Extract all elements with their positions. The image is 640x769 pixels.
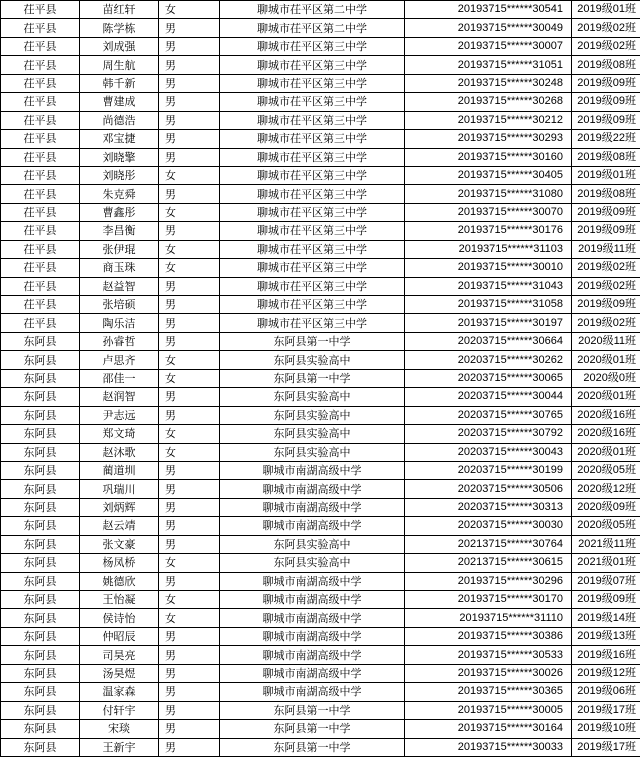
- table-row: [1, 74, 640, 92]
- name-cell: 曹建成: [80, 93, 159, 111]
- class-cell: 2020级0班: [572, 369, 640, 387]
- table-row: [1, 406, 640, 424]
- name-cell: 张文豪: [80, 535, 159, 553]
- school-cell: 聊城市茌平区第二中学: [220, 19, 405, 37]
- school-cell: 聊城市茌平区第三中学: [220, 166, 405, 184]
- name-cell: 侯诗怡: [80, 609, 159, 627]
- gender-cell: 男: [159, 56, 220, 74]
- table-row: [1, 683, 640, 701]
- table-row: [1, 185, 640, 203]
- gender-cell: 男: [159, 111, 220, 129]
- gender-cell: 男: [159, 148, 220, 166]
- gender-cell: 女: [159, 609, 220, 627]
- name-cell: 韩千新: [80, 74, 159, 92]
- gender-cell: 男: [159, 296, 220, 314]
- county-cell: 茌平县: [1, 203, 80, 221]
- class-cell: 2021级01班: [572, 554, 640, 572]
- table-row: [1, 461, 640, 479]
- gender-cell: 男: [159, 572, 220, 590]
- exam-number-cell: 20193715******30026: [405, 664, 572, 682]
- school-cell: 聊城市南湖高级中学: [220, 517, 405, 535]
- county-cell: 东阿县: [1, 572, 80, 590]
- gender-cell: 男: [159, 277, 220, 295]
- name-cell: 杨凤桥: [80, 554, 159, 572]
- gender-cell: 男: [159, 19, 220, 37]
- exam-number-cell: 20193715******30405: [405, 166, 572, 184]
- school-cell: 东阿县第一中学: [220, 369, 405, 387]
- county-cell: 茌平县: [1, 111, 80, 129]
- county-cell: 东阿县: [1, 517, 80, 535]
- gender-cell: 男: [159, 314, 220, 332]
- class-cell: 2019级08班: [572, 148, 640, 166]
- class-cell: 2019级09班: [572, 93, 640, 111]
- gender-cell: 女: [159, 369, 220, 387]
- exam-number-cell: 20193715******30160: [405, 148, 572, 166]
- county-cell: 茌平县: [1, 148, 80, 166]
- name-cell: 刘成强: [80, 37, 159, 55]
- school-cell: 聊城市茌平区第三中学: [220, 203, 405, 221]
- county-cell: 东阿县: [1, 332, 80, 350]
- name-cell: 曹鑫彤: [80, 203, 159, 221]
- gender-cell: 男: [159, 517, 220, 535]
- exam-number-cell: 20193715******31110: [405, 609, 572, 627]
- school-cell: 东阿县实验高中: [220, 554, 405, 572]
- school-cell: 东阿县第一中学: [220, 738, 405, 756]
- exam-number-cell: 20193715******30005: [405, 701, 572, 719]
- class-cell: 2019级02班: [572, 277, 640, 295]
- exam-number-cell: 20193715******30007: [405, 37, 572, 55]
- gender-cell: 女: [159, 166, 220, 184]
- school-cell: 聊城市南湖高级中学: [220, 498, 405, 516]
- class-cell: 2020级01班: [572, 388, 640, 406]
- table-row: [1, 56, 640, 74]
- gender-cell: 男: [159, 93, 220, 111]
- gender-cell: 男: [159, 738, 220, 756]
- table-row: [1, 720, 640, 738]
- name-cell: 司昊亮: [80, 646, 159, 664]
- class-cell: 2019级09班: [572, 203, 640, 221]
- table-row: [1, 646, 640, 664]
- school-cell: 聊城市南湖高级中学: [220, 572, 405, 590]
- class-cell: 2019级10班: [572, 720, 640, 738]
- table-row: [1, 259, 640, 277]
- name-cell: 周生航: [80, 56, 159, 74]
- table-row: [1, 351, 640, 369]
- school-cell: 东阿县实验高中: [220, 388, 405, 406]
- county-cell: 东阿县: [1, 425, 80, 443]
- exam-number-cell: 20203715******30043: [405, 443, 572, 461]
- name-cell: 汤昊煜: [80, 664, 159, 682]
- class-cell: 2019级14班: [572, 609, 640, 627]
- county-cell: 东阿县: [1, 627, 80, 645]
- table-row: [1, 1, 640, 19]
- name-cell: 赵润智: [80, 388, 159, 406]
- name-cell: 张伊琨: [80, 240, 159, 258]
- gender-cell: 男: [159, 701, 220, 719]
- school-cell: 东阿县实验高中: [220, 535, 405, 553]
- table-row: [1, 240, 640, 258]
- exam-number-cell: 20193715******30541: [405, 1, 572, 19]
- county-cell: 东阿县: [1, 461, 80, 479]
- school-cell: 聊城市南湖高级中学: [220, 664, 405, 682]
- name-cell: 陈学栋: [80, 19, 159, 37]
- county-cell: 东阿县: [1, 720, 80, 738]
- class-cell: 2019级16班: [572, 646, 640, 664]
- name-cell: 尹志远: [80, 406, 159, 424]
- name-cell: 姚德欣: [80, 572, 159, 590]
- exam-number-cell: 20203715******30044: [405, 388, 572, 406]
- exam-number-cell: 20193715******30033: [405, 738, 572, 756]
- name-cell: 尚德浩: [80, 111, 159, 129]
- table-row: [1, 572, 640, 590]
- county-cell: 东阿县: [1, 480, 80, 498]
- name-cell: 赵云靖: [80, 517, 159, 535]
- county-cell: 东阿县: [1, 554, 80, 572]
- name-cell: 卢思齐: [80, 351, 159, 369]
- county-cell: 茌平县: [1, 74, 80, 92]
- gender-cell: 女: [159, 1, 220, 19]
- class-cell: 2019级09班: [572, 222, 640, 240]
- exam-number-cell: 20203715******30065: [405, 369, 572, 387]
- name-cell: 赵沐歌: [80, 443, 159, 461]
- school-cell: 聊城市茌平区第三中学: [220, 111, 405, 129]
- name-cell: 温家森: [80, 683, 159, 701]
- class-cell: 2019级12班: [572, 664, 640, 682]
- table-row: [1, 591, 640, 609]
- class-cell: 2019级08班: [572, 56, 640, 74]
- school-cell: 聊城市茌平区第三中学: [220, 130, 405, 148]
- county-cell: 茌平县: [1, 1, 80, 19]
- name-cell: 刘晓彤: [80, 166, 159, 184]
- gender-cell: 男: [159, 535, 220, 553]
- table-row: [1, 93, 640, 111]
- table-row: [1, 203, 640, 221]
- class-cell: 2019级08班: [572, 185, 640, 203]
- exam-number-cell: 20203715******30262: [405, 351, 572, 369]
- name-cell: 邵佳一: [80, 369, 159, 387]
- gender-cell: 男: [159, 185, 220, 203]
- school-cell: 聊城市茌平区第三中学: [220, 37, 405, 55]
- exam-number-cell: 20193715******30533: [405, 646, 572, 664]
- table-row: [1, 111, 640, 129]
- table-row: [1, 517, 640, 535]
- school-cell: 聊城市南湖高级中学: [220, 646, 405, 664]
- school-cell: 聊城市茌平区第三中学: [220, 185, 405, 203]
- table-row: [1, 664, 640, 682]
- table-row: [1, 425, 640, 443]
- class-cell: 2019级11班: [572, 240, 640, 258]
- school-cell: 东阿县实验高中: [220, 406, 405, 424]
- class-cell: 2019级09班: [572, 111, 640, 129]
- table-row: [1, 332, 640, 350]
- table-row: [1, 37, 640, 55]
- county-cell: 东阿县: [1, 683, 80, 701]
- exam-number-cell: 20193715******31051: [405, 56, 572, 74]
- exam-number-cell: 20213715******30764: [405, 535, 572, 553]
- exam-number-cell: 20193715******30268: [405, 93, 572, 111]
- gender-cell: 男: [159, 627, 220, 645]
- class-cell: 2020级12班: [572, 480, 640, 498]
- name-cell: 赵益智: [80, 277, 159, 295]
- county-cell: 东阿县: [1, 406, 80, 424]
- class-cell: 2019级02班: [572, 259, 640, 277]
- school-cell: 聊城市茌平区第三中学: [220, 240, 405, 258]
- exam-number-cell: 20203715******30664: [405, 332, 572, 350]
- gender-cell: 男: [159, 720, 220, 738]
- table-row: [1, 535, 640, 553]
- gender-cell: 男: [159, 498, 220, 516]
- county-cell: 茌平县: [1, 93, 80, 111]
- name-cell: 孙睿哲: [80, 332, 159, 350]
- county-cell: 茌平县: [1, 130, 80, 148]
- exam-number-cell: 20203715******30506: [405, 480, 572, 498]
- gender-cell: 男: [159, 406, 220, 424]
- county-cell: 东阿县: [1, 351, 80, 369]
- name-cell: 李昌衡: [80, 222, 159, 240]
- name-cell: 刘炳辉: [80, 498, 159, 516]
- class-cell: 2020级16班: [572, 406, 640, 424]
- exam-number-cell: 20193715******30197: [405, 314, 572, 332]
- name-cell: 蔺道圳: [80, 461, 159, 479]
- county-cell: 东阿县: [1, 664, 80, 682]
- name-cell: 宋琰: [80, 720, 159, 738]
- class-cell: 2019级09班: [572, 591, 640, 609]
- table-row: [1, 498, 640, 516]
- school-cell: 聊城市茌平区第三中学: [220, 259, 405, 277]
- name-cell: 付轩宇: [80, 701, 159, 719]
- school-cell: 东阿县第一中学: [220, 701, 405, 719]
- gender-cell: 男: [159, 683, 220, 701]
- table-body: [1, 1, 640, 757]
- school-cell: 聊城市南湖高级中学: [220, 480, 405, 498]
- table-row: [1, 554, 640, 572]
- school-cell: 聊城市茌平区第三中学: [220, 296, 405, 314]
- table-row: [1, 296, 640, 314]
- class-cell: 2021级11班: [572, 535, 640, 553]
- gender-cell: 男: [159, 461, 220, 479]
- exam-number-cell: 20193715******30386: [405, 627, 572, 645]
- exam-number-cell: 20193715******31043: [405, 277, 572, 295]
- name-cell: 张培硕: [80, 296, 159, 314]
- class-cell: 2020级01班: [572, 443, 640, 461]
- county-cell: 茌平县: [1, 56, 80, 74]
- table-row: [1, 443, 640, 461]
- gender-cell: 女: [159, 351, 220, 369]
- exam-number-cell: 20193715******30010: [405, 259, 572, 277]
- exam-number-cell: 20193715******30170: [405, 591, 572, 609]
- school-cell: 聊城市茌平区第三中学: [220, 56, 405, 74]
- gender-cell: 男: [159, 664, 220, 682]
- county-cell: 东阿县: [1, 738, 80, 756]
- name-cell: 王新宇: [80, 738, 159, 756]
- class-cell: 2020级16班: [572, 425, 640, 443]
- class-cell: 2019级22班: [572, 130, 640, 148]
- class-cell: 2019级07班: [572, 572, 640, 590]
- school-cell: 聊城市茌平区第三中学: [220, 74, 405, 92]
- class-cell: 2020级09班: [572, 498, 640, 516]
- county-cell: 东阿县: [1, 646, 80, 664]
- name-cell: 郑文琦: [80, 425, 159, 443]
- school-cell: 聊城市南湖高级中学: [220, 591, 405, 609]
- class-cell: 2019级09班: [572, 74, 640, 92]
- school-cell: 聊城市茌平区第三中学: [220, 148, 405, 166]
- county-cell: 茌平县: [1, 259, 80, 277]
- gender-cell: 男: [159, 332, 220, 350]
- county-cell: 茌平县: [1, 277, 80, 295]
- exam-number-cell: 20193715******30070: [405, 203, 572, 221]
- class-cell: 2020级11班: [572, 332, 640, 350]
- school-cell: 聊城市南湖高级中学: [220, 461, 405, 479]
- class-cell: 2019级01班: [572, 166, 640, 184]
- table-row: [1, 19, 640, 37]
- table-row: [1, 222, 640, 240]
- table-row: [1, 130, 640, 148]
- table-row: [1, 609, 640, 627]
- gender-cell: 女: [159, 591, 220, 609]
- gender-cell: 女: [159, 554, 220, 572]
- exam-number-cell: 20193715******31080: [405, 185, 572, 203]
- class-cell: 2019级02班: [572, 314, 640, 332]
- table-row: [1, 388, 640, 406]
- exam-number-cell: 20193715******30176: [405, 222, 572, 240]
- county-cell: 东阿县: [1, 498, 80, 516]
- exam-number-cell: 20193715******30293: [405, 130, 572, 148]
- school-cell: 东阿县实验高中: [220, 425, 405, 443]
- table-row: [1, 627, 640, 645]
- county-cell: 东阿县: [1, 591, 80, 609]
- school-cell: 聊城市南湖高级中学: [220, 609, 405, 627]
- county-cell: 茌平县: [1, 185, 80, 203]
- school-cell: 聊城市茌平区第三中学: [220, 222, 405, 240]
- class-cell: 2019级02班: [572, 37, 640, 55]
- class-cell: 2020级05班: [572, 461, 640, 479]
- table-row: [1, 738, 640, 756]
- class-cell: 2019级09班: [572, 296, 640, 314]
- table-row: [1, 277, 640, 295]
- county-cell: 东阿县: [1, 609, 80, 627]
- class-cell: 2019级02班: [572, 19, 640, 37]
- gender-cell: 男: [159, 480, 220, 498]
- school-cell: 聊城市茌平区第三中学: [220, 314, 405, 332]
- class-cell: 2020级01班: [572, 351, 640, 369]
- school-cell: 东阿县实验高中: [220, 443, 405, 461]
- county-cell: 东阿县: [1, 443, 80, 461]
- gender-cell: 男: [159, 646, 220, 664]
- gender-cell: 男: [159, 37, 220, 55]
- exam-number-cell: 20193715******31058: [405, 296, 572, 314]
- exam-number-cell: 20203715******30030: [405, 517, 572, 535]
- exam-number-cell: 20193715******30212: [405, 111, 572, 129]
- exam-number-cell: 20213715******30615: [405, 554, 572, 572]
- class-cell: 2019级17班: [572, 738, 640, 756]
- county-cell: 茌平县: [1, 37, 80, 55]
- school-cell: 聊城市茌平区第二中学: [220, 1, 405, 19]
- class-cell: 2019级17班: [572, 701, 640, 719]
- class-cell: 2019级01班: [572, 1, 640, 19]
- exam-number-cell: 20203715******30792: [405, 425, 572, 443]
- exam-number-cell: 20203715******30765: [405, 406, 572, 424]
- class-cell: 2019级06班: [572, 683, 640, 701]
- table-row: [1, 369, 640, 387]
- name-cell: 刘晓擎: [80, 148, 159, 166]
- name-cell: 邓宝捷: [80, 130, 159, 148]
- gender-cell: 男: [159, 388, 220, 406]
- name-cell: 苗红轩: [80, 1, 159, 19]
- school-cell: 聊城市南湖高级中学: [220, 683, 405, 701]
- school-cell: 东阿县第一中学: [220, 720, 405, 738]
- gender-cell: 女: [159, 203, 220, 221]
- name-cell: 商玉珠: [80, 259, 159, 277]
- name-cell: 仲昭辰: [80, 627, 159, 645]
- school-cell: 聊城市茌平区第三中学: [220, 93, 405, 111]
- county-cell: 茌平县: [1, 296, 80, 314]
- gender-cell: 男: [159, 74, 220, 92]
- name-cell: 朱克舜: [80, 185, 159, 203]
- county-cell: 茌平县: [1, 19, 80, 37]
- exam-number-cell: 20193715******30296: [405, 572, 572, 590]
- school-cell: 东阿县第一中学: [220, 332, 405, 350]
- table-row: [1, 314, 640, 332]
- table-row: [1, 166, 640, 184]
- exam-number-cell: 20203715******30199: [405, 461, 572, 479]
- gender-cell: 男: [159, 222, 220, 240]
- table-row: [1, 480, 640, 498]
- table-row: [1, 148, 640, 166]
- name-cell: 陶乐洁: [80, 314, 159, 332]
- gender-cell: 女: [159, 259, 220, 277]
- table-row: [1, 701, 640, 719]
- county-cell: 东阿县: [1, 701, 80, 719]
- school-cell: 东阿县实验高中: [220, 351, 405, 369]
- class-cell: 2020级05班: [572, 517, 640, 535]
- county-cell: 茌平县: [1, 240, 80, 258]
- school-cell: 聊城市茌平区第三中学: [220, 277, 405, 295]
- county-cell: 茌平县: [1, 314, 80, 332]
- exam-number-cell: 20203715******30313: [405, 498, 572, 516]
- county-cell: 茌平县: [1, 222, 80, 240]
- exam-number-cell: 20193715******30049: [405, 19, 572, 37]
- exam-number-cell: 20193715******30164: [405, 720, 572, 738]
- school-cell: 聊城市南湖高级中学: [220, 627, 405, 645]
- exam-number-cell: 20193715******30248: [405, 74, 572, 92]
- exam-number-cell: 20193715******30365: [405, 683, 572, 701]
- name-cell: 王怡凝: [80, 591, 159, 609]
- name-cell: 巩瑞川: [80, 480, 159, 498]
- exam-number-cell: 20193715******31103: [405, 240, 572, 258]
- county-cell: 东阿县: [1, 388, 80, 406]
- class-cell: 2019级13班: [572, 627, 640, 645]
- county-cell: 茌平县: [1, 166, 80, 184]
- gender-cell: 男: [159, 130, 220, 148]
- gender-cell: 女: [159, 443, 220, 461]
- gender-cell: 女: [159, 425, 220, 443]
- county-cell: 东阿县: [1, 369, 80, 387]
- county-cell: 东阿县: [1, 535, 80, 553]
- gender-cell: 女: [159, 240, 220, 258]
